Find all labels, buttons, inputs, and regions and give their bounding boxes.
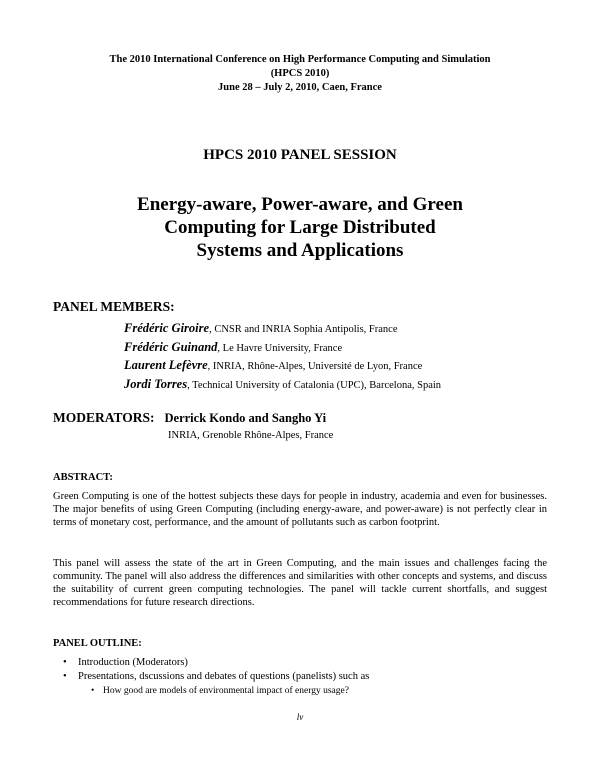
outline-list	[53, 656, 547, 698]
member-name: Frédéric Giroire	[124, 321, 210, 335]
conference-dates: June 28 – July 2, 2010, Caen, France	[218, 82, 382, 93]
moderator-affiliation: INRIA, Grenoble Rhône-Alpes, France	[168, 430, 334, 441]
member-affiliation: , CNSR and INRIA Sophia Antipolis, France	[209, 324, 398, 335]
panel-members-heading: PANEL MEMBERS:	[53, 299, 175, 314]
page-number: lv	[296, 712, 304, 722]
outline-subitem-text: How good are models of environmental impact of energy usage?	[103, 686, 349, 696]
conference-acronym: (HPCS 2010)	[270, 68, 330, 79]
panel-members-list	[124, 320, 441, 394]
outline-item-text: Introduction (Moderators)	[78, 657, 188, 668]
panel-title-line: Computing for Large Distributed	[164, 217, 436, 238]
panel-title-line: Energy-aware, Power-aware, and Green	[137, 194, 463, 215]
panel-member	[124, 376, 441, 395]
member-affiliation: , INRIA, Rhône-Alpes, Université de Lyon, France	[207, 361, 423, 372]
bullet-icon: •	[63, 671, 67, 682]
member-name: Frédéric Guinand	[124, 339, 218, 354]
bullet-icon: •	[91, 686, 95, 696]
panel-member	[124, 357, 441, 376]
member-affiliation: , Technical University of Catalonia (UPC), Barcelona, Spain	[187, 379, 442, 391]
panel-member	[124, 339, 441, 358]
bullet-icon: •	[63, 657, 67, 668]
conference-name: The 2010 International Conference on High Performance Computing and Simulation	[109, 54, 491, 65]
panel-title	[0, 193, 600, 262]
panel-member	[124, 320, 441, 339]
outline-item	[53, 656, 547, 670]
moderator-names: Derrick Kondo and Sangho Yi	[164, 411, 327, 425]
panel-title-line: Systems and Applications	[196, 240, 404, 261]
outline-subitem	[53, 684, 547, 698]
conference-header	[0, 53, 600, 95]
outline-item-text: Presentations, dscussions and debates of questions (panelists) such as	[78, 671, 370, 682]
moderators-heading: MODERATORS:	[53, 410, 155, 425]
abstract-heading: ABSTRACT:	[53, 472, 113, 483]
outline-item	[53, 670, 547, 684]
member-name: Laurent Lefèvre	[124, 358, 208, 372]
member-name: Jordi Torres	[124, 376, 188, 391]
abstract-paragraph: This panel will assess the state of the art in Green Computing, and the main issues and challenges facing the community. The panel will also address the differences and similarities with other concepts and systems, and discuss the suitability of current green computing technologies. The panel will tackle current shortfalls, and suggest recommendations for future research directions.	[53, 558, 547, 608]
session-title: HPCS 2010 PANEL SESSION	[203, 147, 397, 163]
outline-heading: PANEL OUTLINE:	[53, 638, 142, 649]
member-affiliation: , Le Havre University, France	[217, 342, 343, 354]
moderators-line	[53, 410, 326, 426]
abstract-paragraph: Green Computing is one of the hottest subjects these days for people in industry, academia and even for businesses. The major benefits of using Green Computing (including energy-aware, and power-aware) is not perfectly clear in terms of monetary cost, performance, and the amount of pollutants such as carbon footprint.	[53, 491, 547, 528]
